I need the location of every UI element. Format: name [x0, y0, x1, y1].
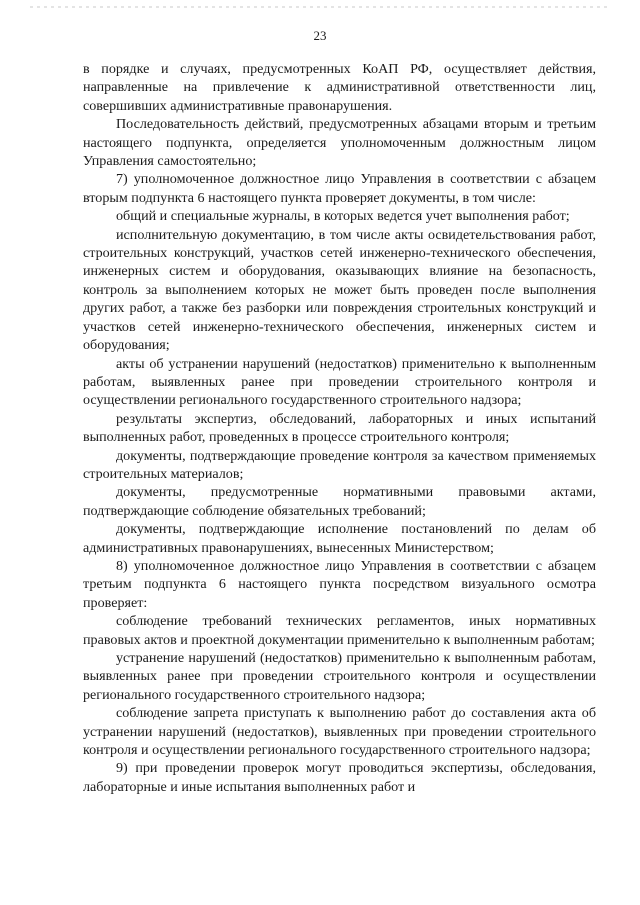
paragraph: документы, предусмотренные нормативными правовыми актами, подтверждающие соблюдение обязательных требований;	[83, 484, 596, 519]
paragraph: 8) уполномоченное должностное лицо Управления в соответствии с абзацем третьим подпункта 6 настоящего пункта посредством визуального осмотра проверяет:	[83, 557, 596, 611]
paragraph: документы, подтверждающие исполнение постановлений по делам об административных правонарушениях, вынесенных Министерством;	[83, 521, 596, 556]
paragraph: исполнительную документацию, в том числе акты освидетельствования работ, строительных конструкций, участков сетей инженерно-технического обеспечения, инженерных систем и оборудования, оказывающих влияние на безопасность, контроль за выполнением которых не может быть проведен после выполнения других работ, а также без разборки или повреждения строительных конструкций и участков сетей инженерно-технического обеспечения, инженерных систем и оборудования;	[83, 226, 596, 354]
paragraph: соблюдение запрета приступать к выполнению работ до составления акта об устранении нарушений (недостатков), выявленных при проведении строительного контроля и осуществлении регионального государственного строительного надзора;	[83, 705, 596, 759]
paragraph: результаты экспертиз, обследований, лабораторных и иных испытаний выполненных работ, проведенных в процессе строительного контроля;	[83, 410, 596, 446]
scan-edge-artifact	[30, 6, 610, 8]
page-number: 23	[313, 28, 327, 43]
paragraph: 7) уполномоченное должностное лицо Управления в соответствии с абзацем вторым подпункта 6 настоящего пункта проверяет документы, в том числе:	[83, 171, 596, 206]
paragraph: акты об устранении нарушений (недостатков) применительно к выполненным работам, выявленных ранее при проведении строительного контроля и осуществлении регионального государственного строительного надзора;	[83, 355, 596, 409]
paragraph: Последовательность действий, предусмотренных абзацами вторым и третьим настоящего подпункта, определяется уполномоченным должностным лицом Управления самостоятельно;	[83, 116, 596, 170]
paragraph: устранение нарушений (недостатков) применительно к выполненным работам, выявленных ранее при проведении строительного контроля и осуществлении регионального государственного строительного надзора;	[83, 650, 596, 703]
paragraph: 9) при проведении проверок могут проводиться экспертизы, обследования, лабораторные и иные испытания выполненных работ и	[83, 760, 596, 795]
paragraph: документы, подтверждающие проведение контроля за качеством применяемых строительных материалов;	[83, 447, 596, 482]
document-body	[83, 60, 596, 796]
paragraph: соблюдение требований технических регламентов, иных нормативных правовых актов и проектной документации применительно к выполненным работам;	[83, 613, 596, 648]
paragraph: в порядке и случаях, предусмотренных КоАП РФ, осуществляет действия, направленные на привлечение к административной ответственности лиц, совершивших административные правонарушения.	[83, 61, 596, 114]
paragraph: общий и специальные журналы, в которых ведется учет выполнения работ;	[116, 208, 570, 225]
